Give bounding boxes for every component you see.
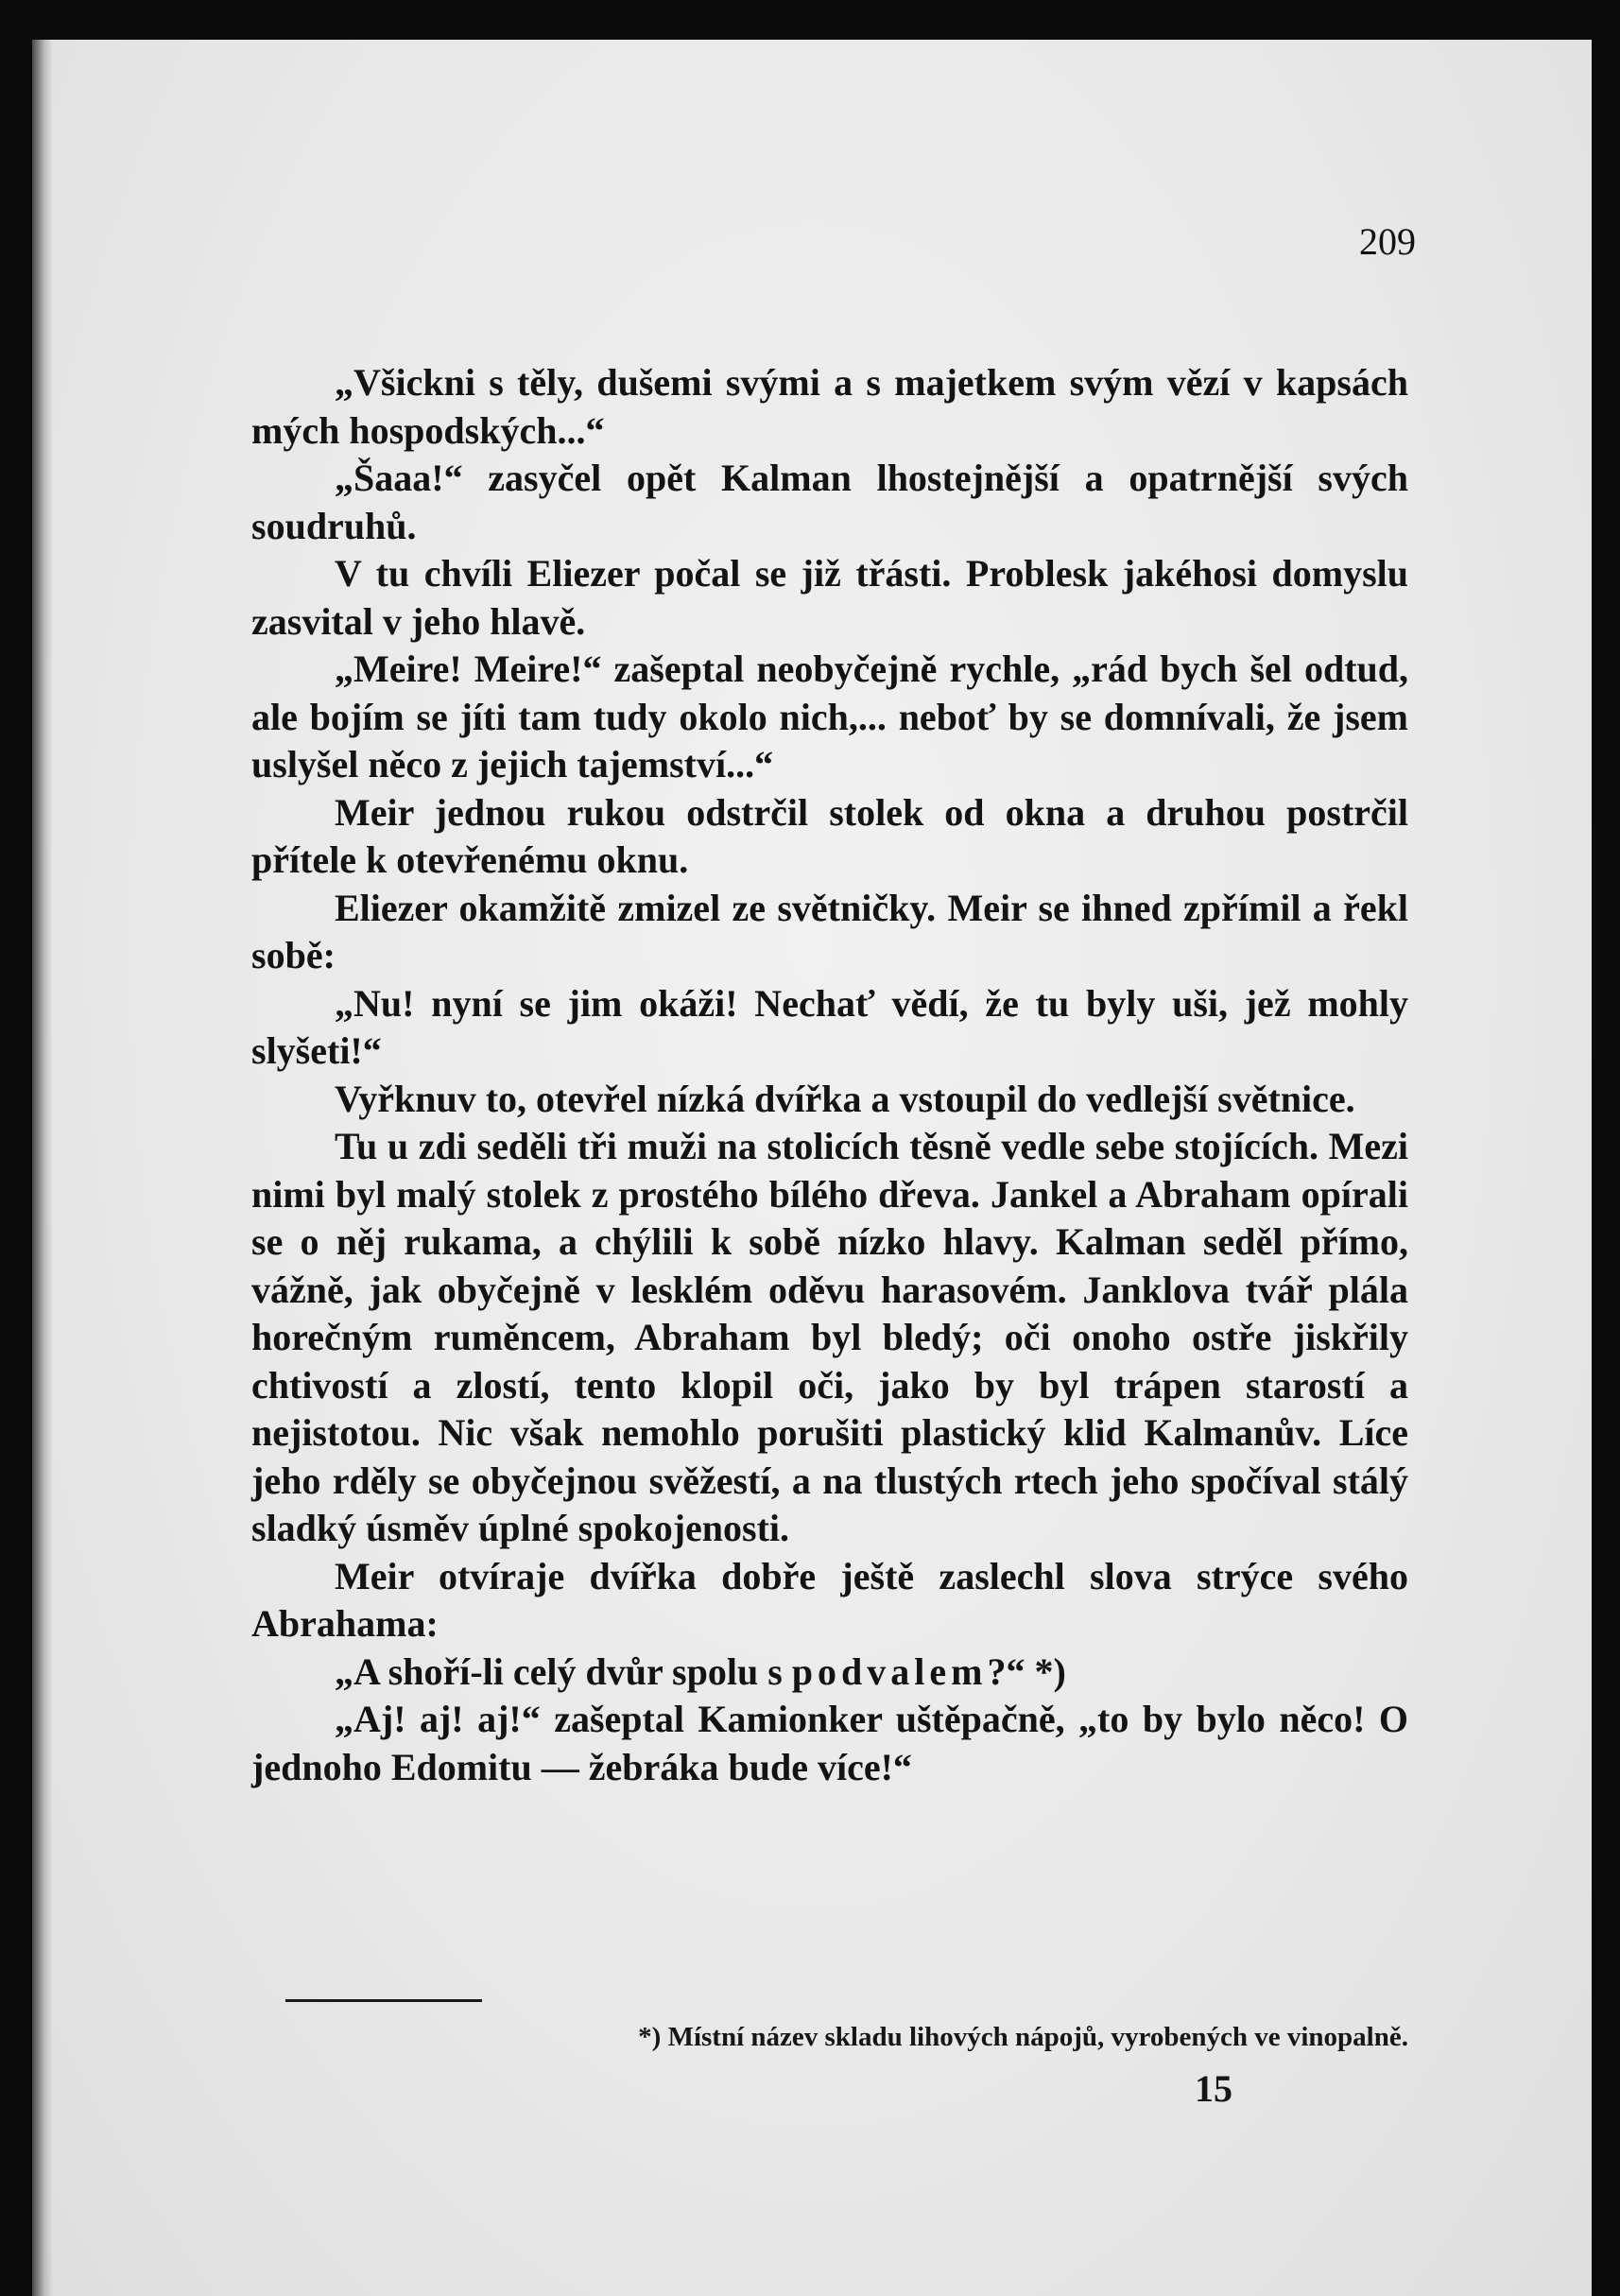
paragraph-2: „Šaaa!“ zasyčel opět Kalman lhostejnější a opatrnější svých soudruhů. bbox=[251, 457, 1408, 547]
page-number: 209 bbox=[1359, 220, 1416, 263]
paragraph-6: Eliezer okamžitě zmizel ze světničky. Meir se ihned zpřímil a řekl sobě: bbox=[251, 886, 1408, 976]
paragraph-3: V tu chvíli Eliezer počal se již třásti. Problesk jakéhosi domyslu zasvital v jeho hlavě. bbox=[251, 552, 1408, 643]
quote-after: ?“ *) bbox=[987, 1649, 1066, 1693]
quote-before: „A shoří-li celý dvůr spolu s bbox=[335, 1649, 792, 1693]
paragraph-7: „Nu! nyní se jim okáži! Nechať vědí, že tu byly uši, jež mohly slyšeti!“ bbox=[251, 981, 1408, 1072]
quote-spaced-word: podvalem bbox=[791, 1649, 988, 1693]
paragraph-10: Meir otvíraje dvířka dobře ještě zaslechl slova strýce svého Abrahama: bbox=[251, 1554, 1408, 1645]
body-text bbox=[251, 359, 1408, 1791]
paragraph-9: Tu u zdi seděli tři muži na stolicích těsně vedle sebe stojících. Mezi nimi byl malý stolek z prostého bílého dřeva. Jankel a Abraham opírali se o něj rukama, a chýlili k sobě nízko hlavy. Kalman seděl přímo, vážně, jak obyčejně v lesklém oděvu harasovém. Janklova tvář plála horečným ruměncem, Abraham byl bledý; oči onoho ostře jiskřily chtivostí a zlostí, tento klopil oči, jako by byl trápen starostí a nejistotou. Nic však nemohlo porušiti plastický klid Kalmanův. Líce jeho rděly se obyčejnou svěžestí, a na tlustých rtech jeho spočíval stálý sladký úsměv úplné spokojenosti. bbox=[251, 1125, 1408, 1549]
paragraph-1: „Všickni s těly, dušemi svými a s majetkem svým vězí v kapsách mých hospodských...“ bbox=[251, 361, 1408, 452]
signature-mark: 15 bbox=[1195, 2067, 1232, 2110]
paragraph-8: Vyřknuv to, otevřel nízká dvířka a vstoupil do vedlejší světnice. bbox=[335, 1077, 1355, 1120]
quote-paragraph bbox=[251, 1649, 1408, 1697]
paragraph-4: „Meire! Meire!“ zašeptal neobyčejně rychle, „rád bych šel odtud, ale bojím se jíti tam tudy okolo nich,... neboť by se domnívali, že jsem uslyšel něco z jejich tajemství...“ bbox=[251, 647, 1408, 785]
paragraph-last: „Aj! aj! aj!“ zašeptal Kamionker uštěpačně, „to by bylo něco! O jednoho Edomitu — žebráka bude více!“ bbox=[251, 1698, 1408, 1788]
book-page bbox=[32, 40, 1592, 2296]
footnote-rule bbox=[285, 1999, 482, 2002]
paragraph-5: Meir jednou rukou odstrčil stolek od okna a druhou postrčil přítele k otevřenému oknu. bbox=[251, 790, 1408, 881]
footnote: *) Místní název skladu lihových nápojů, vyrobených ve vinopalně. bbox=[638, 2022, 1408, 2052]
page-edge-shadow bbox=[32, 40, 53, 2296]
